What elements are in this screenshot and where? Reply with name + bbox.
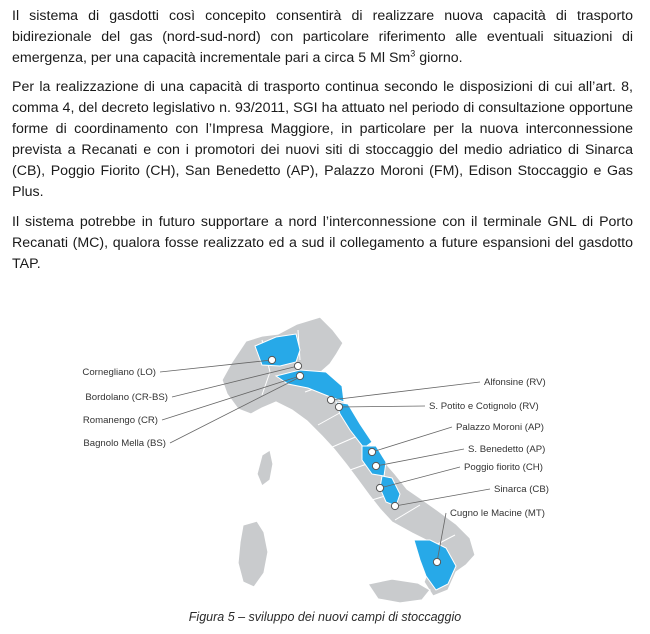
leader-line <box>331 382 480 400</box>
paragraph-gas-system <box>12 6 633 69</box>
site-label-right: Alfonsine (RV) <box>484 377 546 388</box>
storage-site-marker <box>391 502 398 509</box>
paragraph-tail: giorno. <box>415 50 463 66</box>
site-label-left: Bordolano (CR-BS) <box>85 392 168 403</box>
storage-site-marker <box>296 372 303 379</box>
site-label-left: Bagnolo Mella (BS) <box>83 438 166 449</box>
storage-site-marker <box>327 396 334 403</box>
site-label-left: Cornegliano (LO) <box>82 367 156 378</box>
storage-site-marker <box>268 356 275 363</box>
site-label-right: Sinarca (CB) <box>494 484 549 495</box>
storage-site-marker <box>372 462 379 469</box>
paragraph-coordination: Per la realizzazione di una capacità di trasporto continua secondo le disposizioni di cui all’art. 8, comma 4, del decreto legislativo n. 93/2011, SGI ha attuato nel periodo di consultazione opportune forme di coordinamento con l’Impresa Maggiore, in particolare per la nuova interconnessione prevista a Recanati e con i promotori dei nuovi siti di stoccaggio del medio adriatico di Sinarca (CB), Poggio Fiorito (CH), San Benedetto (AP), Palazzo Moroni (FM), Edison Stoccaggio e Gas Plus. <box>12 79 633 200</box>
storage-site-marker <box>335 403 342 410</box>
storage-site-marker <box>376 484 383 491</box>
italy-storage-map <box>0 300 650 605</box>
leader-line <box>376 449 464 466</box>
site-label-right: S. Benedetto (AP) <box>468 444 546 455</box>
site-label-right: Poggio fiorito (CH) <box>464 462 543 473</box>
leader-line <box>372 427 452 452</box>
paragraph-text: Il sistema di gasdotti così concepito consentirà di realizzare nuova capacità di trasporto bidirezionale del gas (nord-sud-nord) con particolare riferimento alle eventuali situazioni di emergenza, per una capacità incrementale pari a circa 5 Ml Sm <box>12 8 633 66</box>
paragraph-future: Il sistema potrebbe in futuro supportare a nord l’interconnessione con il terminale GNL di Porto Recanati (MC), qualora fosse realizzato ed a sud il collegamento a future espansioni del gasdotto TAP. <box>12 214 633 272</box>
storage-site-marker <box>294 362 301 369</box>
storage-site-marker <box>368 448 375 455</box>
sicily <box>368 579 430 603</box>
figure-caption: Figura 5 – sviluppo dei nuovi campi di stoccaggio <box>188 610 462 624</box>
sardinia <box>238 521 268 587</box>
leader-line <box>339 406 425 407</box>
storage-site-marker <box>433 558 440 565</box>
site-label-right: Palazzo Moroni (AP) <box>456 422 544 433</box>
site-label-right: Cugno le Macine (MT) <box>450 508 545 519</box>
corsica <box>257 450 273 486</box>
site-label-left: Romanengo (CR) <box>82 415 158 426</box>
superscript: 3 <box>410 48 416 59</box>
site-label-right: S. Potito e Cotignolo (RV) <box>429 401 539 412</box>
